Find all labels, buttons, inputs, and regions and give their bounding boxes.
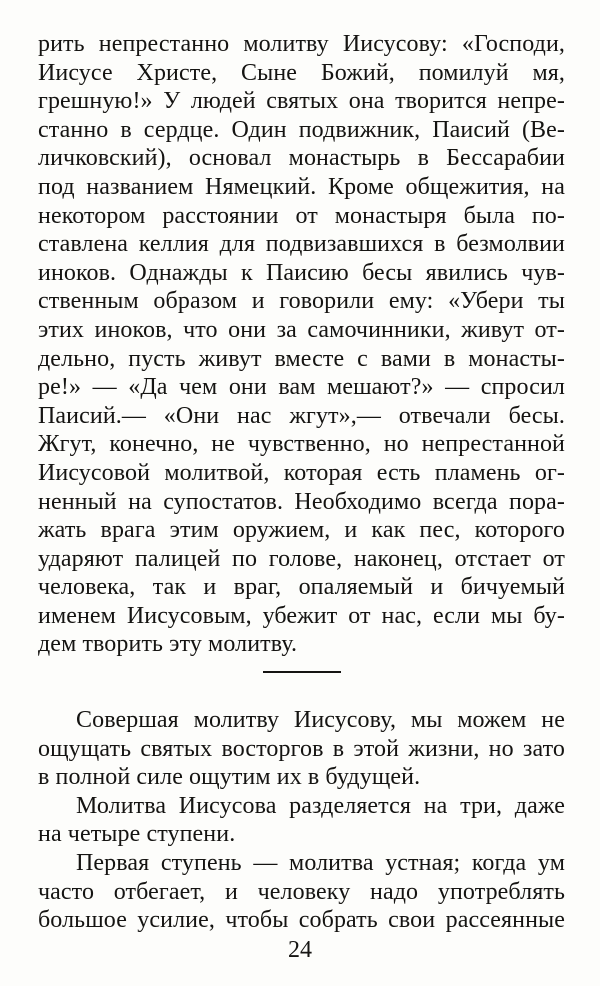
text-line: дем творить эту молитву. [38,631,298,658]
text-line: Первая ступень — молитва устная; когда ум [76,850,565,877]
page-number: 24 [288,937,312,963]
text-line: Иисусовой молитвой, которая есть пламень ог- [38,459,565,486]
text-line: дельно, пусть живут вместе с вами в монасты- [38,345,565,372]
section-divider [263,671,341,673]
text-line: большое усилие, чтобы собрать свои рассеянные [38,907,565,934]
text-line: на четыре ступени. [38,821,236,848]
text-line: человека, так и враг, опаляемый и бичуемый [38,574,565,601]
text-line: Жгут, конечно, не чувственно, но непрестанной [38,431,565,458]
text-line: именем Иисусовым, убежит от нас, если мы бу- [38,602,565,629]
text-line: Молитва Иисусова разделяется на три, даже [76,792,565,819]
text-line: личковский), основал монастырь в Бессарабии [38,145,565,172]
text-line: станно в сердце. Один подвижник, Паисий (Ве- [38,116,565,143]
text-line: ненный на супостатов. Необходимо всегда пора- [38,488,565,515]
text-line: часто отбегает, и человеку надо употреблять [38,878,565,905]
text-line: некотором расстоянии от монастыря была по- [38,202,565,229]
text-block [38,30,565,935]
paragraph [38,706,565,792]
paragraph [38,849,565,935]
text-line: жать врага этим оружием, и как пес, которого [38,517,565,544]
text-line: рить непрестанно молитву Иисусову: «Господи, [38,31,565,57]
text-line: этих иноков, что они за самочинники, живут от- [38,316,565,343]
text-line: иноков. Однажды к Паисию бесы явились чув- [38,259,565,286]
text-line: ре!» — «Да чем они вам мешают?» — спросил [38,374,565,401]
text-line: ощущать святых восторгов в этой жизни, но зато [38,735,565,762]
paragraph [38,30,565,659]
text-line: Иисусе Христе, Сыне Божий, помилуй мя, [38,59,565,86]
text-line: ственным образом и говорили ему: «Убери ты [38,288,565,315]
paragraph [38,792,565,849]
text-line: под названием Нямецкий. Кроме общежития, на [38,173,565,200]
text-line: в полной силе ощутим их в будущей. [38,764,421,791]
text-line: Паисий.— «Они нас жгут»,— отвечали бесы. [38,402,565,429]
text-line: ударяют палицей по голове, наконец, отстает от [38,545,565,572]
text-line: ставлена келлия для подвизавшихся в безмолвии [38,231,565,258]
text-line: Совершая молитву Иисусову, мы можем не [76,707,565,734]
text-line: грешную!» У людей святых она творится непре- [38,88,565,115]
